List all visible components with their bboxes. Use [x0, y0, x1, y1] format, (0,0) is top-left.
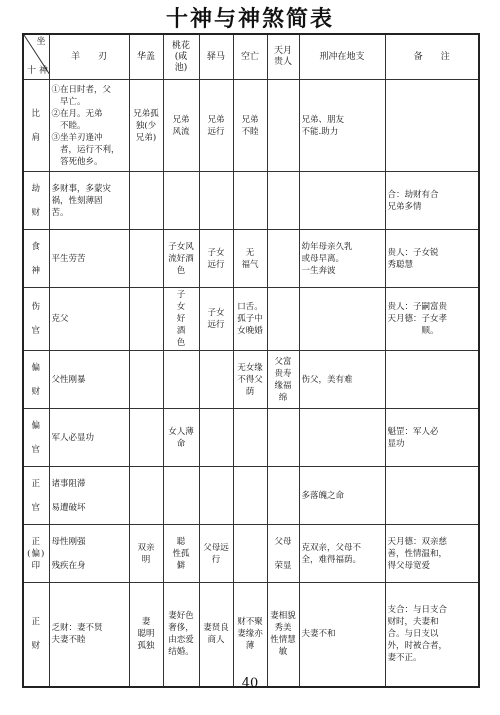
table-cell: 克父 — [49, 288, 129, 351]
row-label: 偏 官 — [23, 409, 49, 467]
table-cell — [199, 409, 233, 467]
table-row — [23, 467, 479, 525]
table-cell: 口舌。 孤子中 女晚婚 — [233, 288, 267, 351]
table-cell — [129, 172, 163, 230]
table-cell — [385, 467, 479, 525]
row-label: 正 财 — [23, 583, 49, 687]
table-cell — [299, 409, 385, 467]
table-cell — [267, 80, 299, 172]
table-cell: 兄弟孤 独(少 兄弟) — [129, 80, 163, 172]
row-label: 正(偏) 印 — [23, 525, 49, 583]
table-row — [23, 172, 479, 230]
table-cell: 妻 聪明 孤独 — [129, 583, 163, 687]
row-label: 比 肩 — [23, 80, 49, 172]
row-label: 劫 财 — [23, 172, 49, 230]
table-cell — [233, 409, 267, 467]
table-row — [23, 351, 479, 409]
corner-bottom-label: 十 神 — [27, 66, 48, 76]
table-cell: 多落魄之命 — [299, 467, 385, 525]
table-cell — [233, 467, 267, 525]
table-cell — [129, 409, 163, 467]
table-cell: 女人薄 命 — [163, 409, 199, 467]
table-cell: 妻好色 奢侈， 由恋爱 结婚。 — [163, 583, 199, 687]
table-cell — [163, 172, 199, 230]
table-cell: 兄弟 远行 — [199, 80, 233, 172]
table-cell — [385, 80, 479, 172]
table-cell: 子女 远行 — [199, 288, 233, 351]
table-cell: 子女风 流好酒 色 — [163, 230, 199, 288]
row-label: 正 官 — [23, 467, 49, 525]
table-cell — [129, 288, 163, 351]
table-cell: 多财事，多蒙灾 祸，性刻薄固 苦。 — [49, 172, 129, 230]
table-cell: 诸事阻滞 易遭破坏 — [49, 467, 129, 525]
table-cell: 父母远 行 — [199, 525, 233, 583]
row-label: 伤 官 — [23, 288, 49, 351]
ten-gods-table — [22, 33, 480, 688]
table-cell: 兄弟、朋友 不能.助力 — [299, 80, 385, 172]
column-header: 空亡 — [233, 34, 267, 80]
table-cell: 军人必显功 — [49, 409, 129, 467]
table-cell: 妻相貌 秀美 性情慧 敏 — [267, 583, 299, 687]
column-header: 刑冲在地支 — [299, 34, 385, 80]
table-cell: 无女缘 不得父 荫 — [233, 351, 267, 409]
table-row — [23, 80, 479, 172]
header-row — [23, 34, 479, 80]
table-cell — [199, 172, 233, 230]
page-number: 40 — [241, 676, 259, 691]
table-cell: 子女 远行 — [199, 230, 233, 288]
table-cell: 双亲 明 — [129, 525, 163, 583]
table-cell — [199, 467, 233, 525]
table-cell: 父富 贵寿 缘福 绵 — [267, 351, 299, 409]
table-cell — [385, 351, 479, 409]
table-row — [23, 230, 479, 288]
table-cell — [199, 351, 233, 409]
table-cell: 魁罡：军人必 显功 — [385, 409, 479, 467]
row-label: 食 神 — [23, 230, 49, 288]
table-cell: 母性刚强 残疾在身 — [49, 525, 129, 583]
table-row — [23, 525, 479, 583]
table-cell: 平生劳苦 — [49, 230, 129, 288]
table-cell: 贵人：子女锐 秀聪慧 — [385, 230, 479, 288]
table-cell — [129, 230, 163, 288]
column-header: 驿马 — [199, 34, 233, 80]
table-cell — [163, 467, 199, 525]
row-label: 偏 财 — [23, 351, 49, 409]
table-cell: 幼年母亲久乳 或母早离。 一生奔波 — [299, 230, 385, 288]
table-cell — [299, 288, 385, 351]
table-row — [23, 288, 479, 351]
column-header: 桃花 (咸 池) — [163, 34, 199, 80]
table-cell: 乏财：妻不贤 夫妻不睦 — [49, 583, 129, 687]
table-cell: 财不聚 妻缘亦 薄 — [233, 583, 267, 687]
table-cell: 贵人：子嗣富贵 天月德：子女孝 顺。 — [385, 288, 479, 351]
table-cell — [233, 172, 267, 230]
table-cell: 支合：与日支合 财时，夫妻和 合。与日支以 外，时被合者， 妻不正。 — [385, 583, 479, 687]
table-row — [23, 409, 479, 467]
table-cell: 兄弟 不睦 — [233, 80, 267, 172]
page-title: 十神与神煞简表 — [165, 6, 334, 32]
table-cell: 天月德：双亲慈 善，性情温和， 得父母宽爱 — [385, 525, 479, 583]
column-header: 羊 刃 — [49, 34, 129, 80]
table-cell: 克双亲，父母不 全，难得福荫。 — [299, 525, 385, 583]
table-cell — [233, 525, 267, 583]
table-cell — [163, 351, 199, 409]
table-cell — [267, 288, 299, 351]
table-cell — [267, 409, 299, 467]
table-cell: 妻贤良 商人 — [199, 583, 233, 687]
table-cell: 兄弟 风流 — [163, 80, 199, 172]
table-cell: ①在日时者，父 早亡。 ②在月。无弟 不睦。 ③坐羊刃逢冲 者，运行不利， 答死他乡。 — [49, 80, 129, 172]
table-cell: 子 女 好 酒 色 — [163, 288, 199, 351]
table-cell: 父性刚暴 — [49, 351, 129, 409]
table-cell: 合：劫财有合 兄弟多情 — [385, 172, 479, 230]
column-header: 华盖 — [129, 34, 163, 80]
table-row — [23, 583, 479, 687]
table-cell: 夫妻不和 — [299, 583, 385, 687]
column-header: 备 注 — [385, 34, 479, 80]
table-cell: 父母 荣显 — [267, 525, 299, 583]
corner-header — [23, 34, 49, 80]
table-cell: 无 福气 — [233, 230, 267, 288]
corner-top-label: 坐 — [36, 37, 46, 47]
table-cell — [267, 172, 299, 230]
table-cell — [299, 172, 385, 230]
table-cell: 聪 性孤 僻 — [163, 525, 199, 583]
table-cell — [267, 230, 299, 288]
table-cell — [129, 351, 163, 409]
column-header: 天月 贵人 — [267, 34, 299, 80]
table-cell — [129, 467, 163, 525]
table-cell: 伤父，美有难 — [299, 351, 385, 409]
table-cell — [267, 467, 299, 525]
